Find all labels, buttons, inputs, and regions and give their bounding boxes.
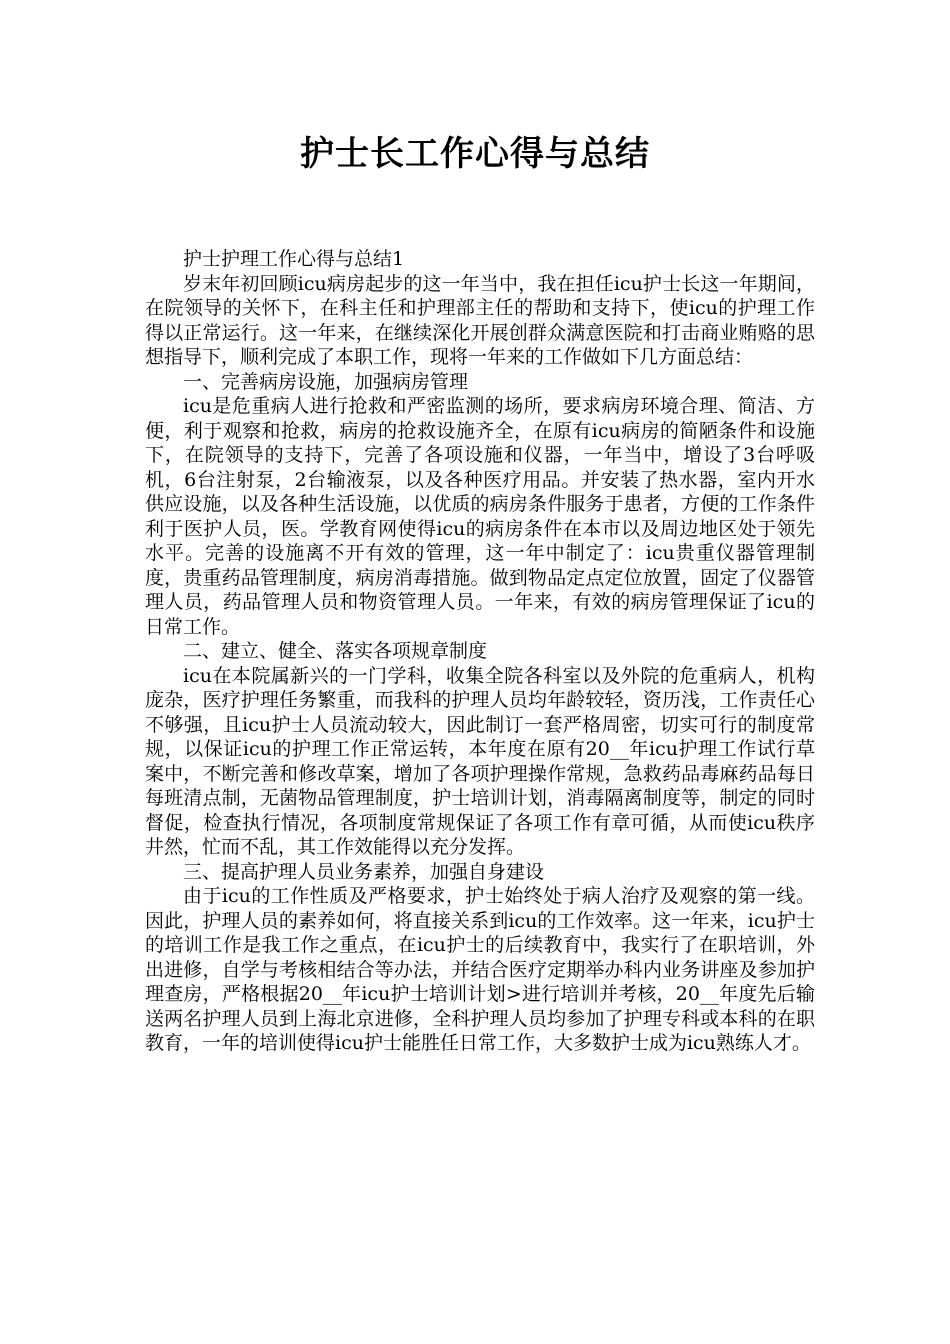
section-heading-2: 二、建立、健全、落实各项规章制度 [183,640,488,662]
section-heading-intro: 护士护理工作心得与总结1 [183,248,405,270]
document-title: 护士长工作心得与总结 [300,134,650,174]
paragraph-section-1: icu是危重病人进行抢救和严密监测的场所，要求病房环境合理、简洁、方便，利于观察和抢救，病房的抢救设施齐全，在原有icu病房的简陋条件和设施下，在院领导的支持下，完善了各项设施和仪器，一年当中，增设了3台呼吸机，6台注射泵，2台输液泵，以及各种医疗用品。并安装了热水器，室内开水供应设施，以及各种生活设施，以优质的病房条件服务于患者，方便的工作条件利于医护人员，医。学教育网使得icu的病房条件在本市以及周边地区处于领先水平。完善的设施离不开有效的管理，这一年中制定了：icu贵重仪器管理制度，贵重药品管理制度，病房消毒措施。做到物品定点定位放置，固定了仪器管理人员，药品管理人员和物资管理人员。一年来，有效的病房管理保证了icu的日常工作。 [145,395,815,638]
section-heading-3: 三、提高护理人员业务素养，加强自身建设 [183,860,545,883]
document-body [145,247,815,1056]
section-heading-1: 一、完善病房设施，加强病房管理 [183,370,469,393]
paragraph-section-3: 由于icu的工作性质及严格要求，护士始终处于病人治疗及观察的第一线。因此，护理人员的素养如何，将直接关系到icu的工作效率。这一年来，icu护士的培训工作是我工作之重点，在icu护士的后续教育中，我实行了在职培训，外出进修，自学与考核相结合等办法，并结合医疗定期举办科内业务讲座及参加护理查房，严格根据20__年icu护士培训计划>进行培训并考核，20__年度先后输送两名护理人员到上海北京进修，全科护理人员均参加了护理专科或本科的在职教育，一年的培训使得icu护士能胜任日常工作，大多数护士成为icu熟练人才。 [145,885,815,1054]
paragraph-section-2: icu在本院属新兴的一门学科，收集全院各科室以及外院的危重病人，机构庞杂，医疗护理任务繁重，而我科的护理人员均年龄较轻，资历浅，工作责任心不够强，且icu护士人员流动较大，因此制订一套严格周密，切实可行的制度常规，以保证icu的护理工作正常运转，本年度在原有20__年icu护理工作试行草案中，不断完善和修改草案，增加了各项护理操作常规，急救药品毒麻药品每日每班清点制，无菌物品管理制度，护士培训计划，消毒隔离制度等，制定的同时督促，检查执行情况，各项制度常规保证了各项工作有章可循，从而使icu秩序井然，忙而不乱，其工作效能得以充分发挥。 [145,664,815,858]
paragraph-intro: 岁末年初回顾icu病房起步的这一年当中，我在担任icu护士长这一年期间，在院领导的关怀下，在科主任和护理部主任的帮助和支持下，使icu的护理工作得以正常运行。这一年来，在继续深化开展创群众满意医院和打击商业贿赂的思想指导下，顺利完成了本职工作，现将一年来的工作做如下几方面总结： [145,272,815,368]
